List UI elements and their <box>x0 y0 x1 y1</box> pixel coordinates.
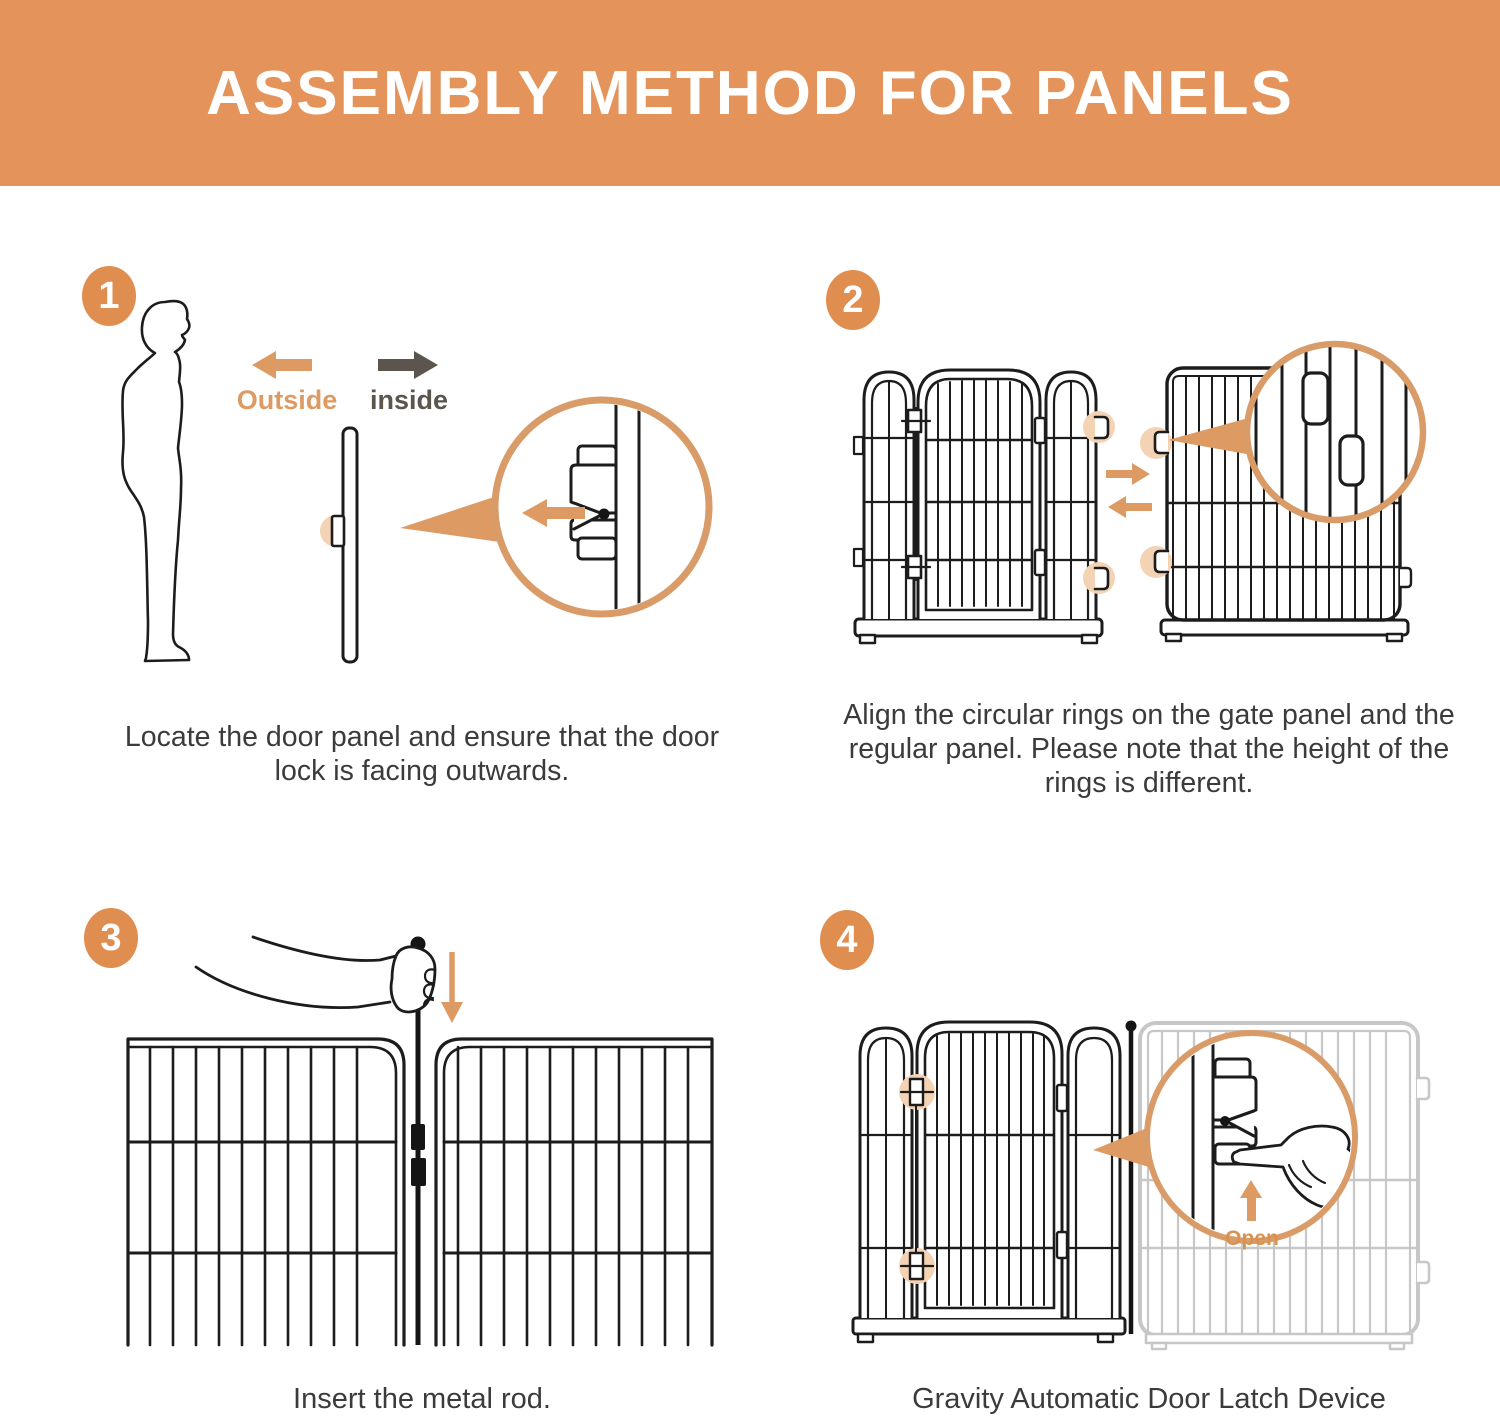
left-panel-bars <box>150 1047 357 1345</box>
step-3-illustration <box>60 900 780 1360</box>
inside-arrow-icon <box>378 351 438 379</box>
header-banner <box>0 0 1500 186</box>
step-2-caption: Align the circular rings on the gate panel and the regular panel. Please note that the height of the rings is different. <box>843 699 1455 800</box>
step-1-caption: Locate the door panel and ensure that the door lock is facing outwards. <box>124 721 720 788</box>
right-panel-bars <box>458 1047 688 1345</box>
outside-label: Outside <box>236 385 338 415</box>
door-panel <box>320 428 357 662</box>
step-4-number: 4 <box>836 918 858 961</box>
outside-arrow-icon <box>252 351 312 379</box>
connector-rod <box>1126 1021 1137 1335</box>
step-4-illustration <box>800 1000 1500 1358</box>
gate-panel <box>854 370 1115 643</box>
step-3-caption: Insert the metal rod. <box>293 1383 551 1415</box>
inside-label: inside <box>369 385 449 415</box>
step-2-illustration <box>820 250 1500 670</box>
step-3-number: 3 <box>100 916 122 959</box>
step-1-illustration <box>80 250 740 720</box>
down-arrow-icon <box>441 952 463 1023</box>
step-1-number: 1 <box>98 274 120 317</box>
person-silhouette <box>122 301 189 661</box>
open-label: Open <box>1225 1227 1279 1250</box>
page-title: ASSEMBLY METHOD FOR PANELS <box>206 58 1294 128</box>
step-2-number: 2 <box>842 278 864 321</box>
magnifier-door-lock <box>400 398 709 617</box>
direction-arrows <box>1106 463 1152 518</box>
hand-arm <box>196 937 435 1012</box>
gate-panel-dark <box>853 1022 1125 1342</box>
step-4-caption: Gravity Automatic Door Latch Device <box>912 1383 1386 1415</box>
step-4-badge <box>820 910 874 970</box>
